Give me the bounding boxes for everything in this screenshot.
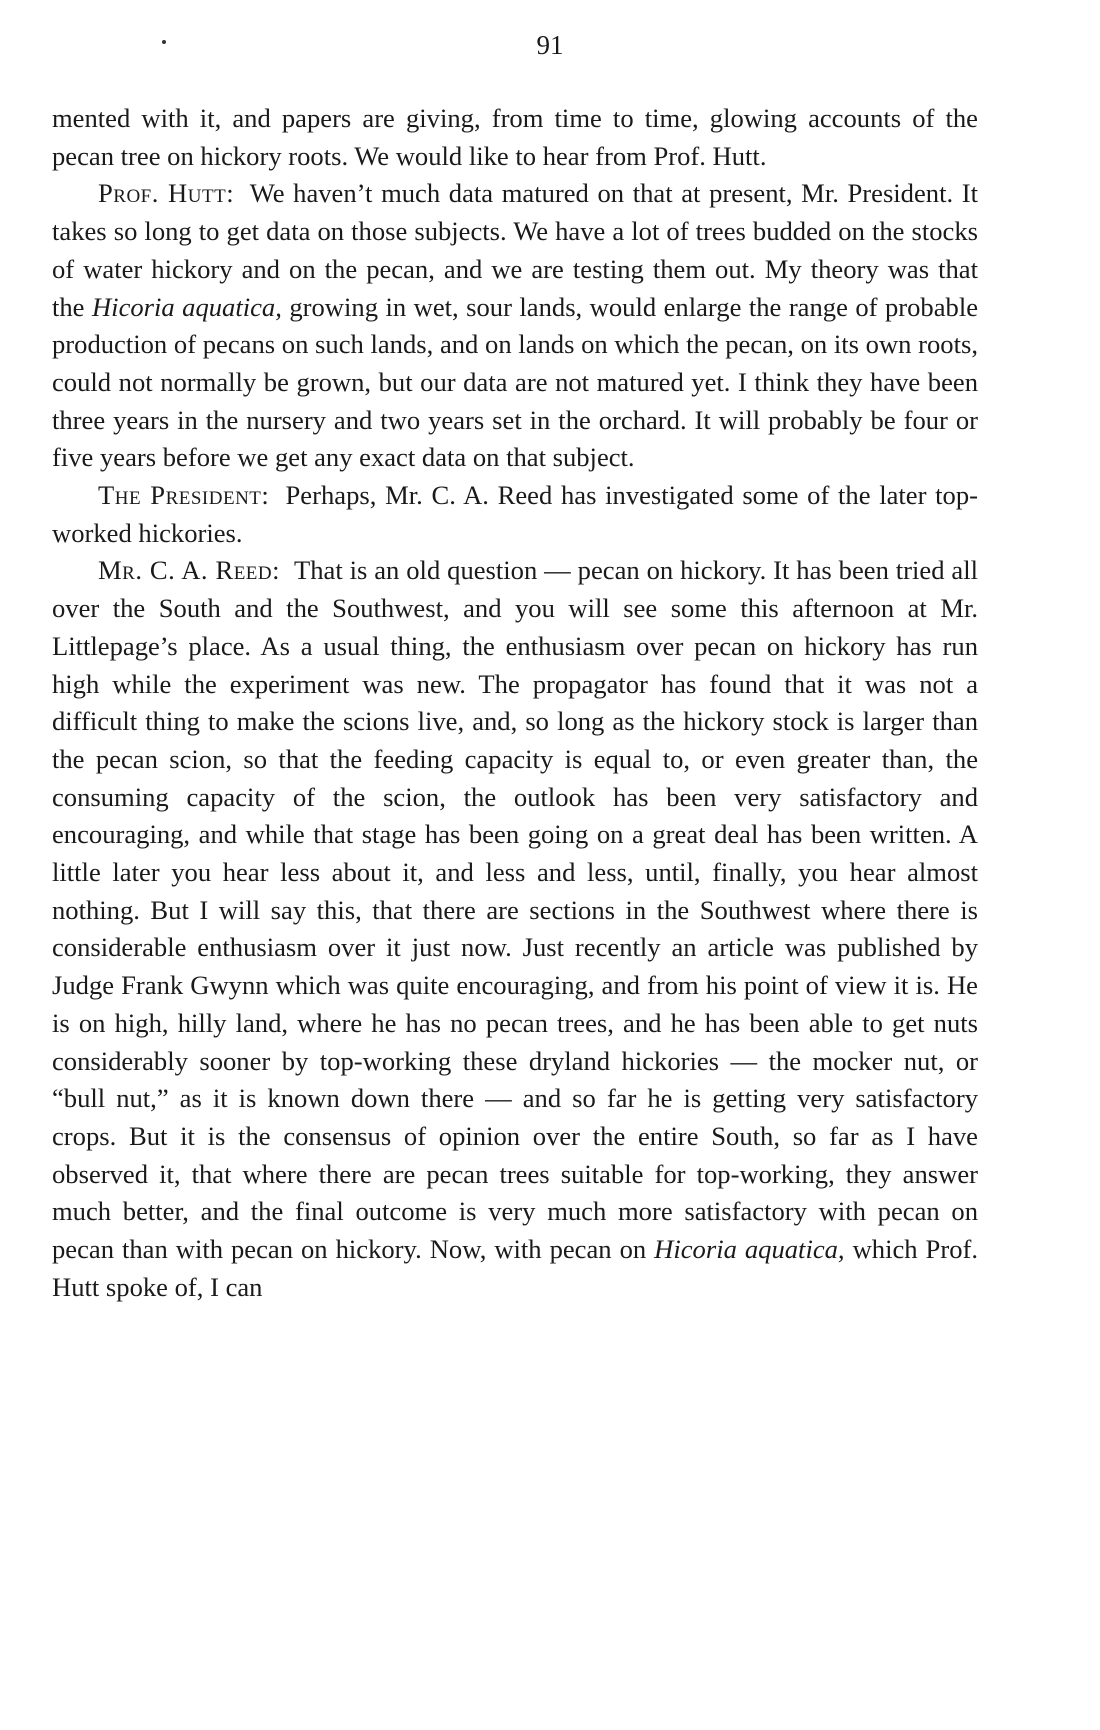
page-number: 91 bbox=[536, 30, 564, 60]
speaker-separator: : bbox=[261, 480, 269, 511]
paragraph-text: We haven’t much data matured on that at present, Mr. President. It takes so long to get data on those subjects. We have a lot of trees budded on the stocks of water hickory and on the pecan, and we are testing them out. My theory was that the bbox=[52, 178, 979, 322]
speaker-separator: : bbox=[226, 178, 234, 209]
paragraph-text: Perhaps, Mr. C. A. Reed has investigated some of the later top-worked hickories. bbox=[52, 480, 979, 548]
paragraph-text: growing in wet, sour lands, would enlarge the range of probable production of pecans on such lands, and on lands on which the pecan, on its own roots, could not normally be grown, but our data are not matured yet. I think they have been three years in the nursery and two years set in the orchard. It will probably be four or five years before we get any exact data on that subject. bbox=[52, 291, 979, 473]
paragraph-president bbox=[52, 477, 978, 552]
speaker-name: The President bbox=[98, 480, 262, 511]
paragraph-text: That is an old question — pecan on hickory. It has been tried all over the South and the Southwest, and you will see some this afternoon at Mr. Littlepage’s place. As a usual thing, the enthusiasm over pecan on hickory has run high while the experiment was new. The propagator has found that it was not a difficult thing to make the scions live, and, so long as the hickory stock is larger than the pecan scion, so that the feeding capacity is equal to, or even greater than, the consuming capacity of the scion, the outlook has been very satisfactory and encouraging, and while that stage has been going on a great deal has been written. A little later you hear less about it, and less and less, until, finally, you hear almost nothing. But I will say this, that there are sections in the Southwest where there is considerable enthusiasm over it just now. Just recently an article was published by Judge Frank Gwynn which was quite encouraging, and from his point of view it is. He is on high, hilly land, where he has no pecan trees, and he has been able to get nuts considerably sooner by top-working these dryland hickories — the mocker nut, or “bull nut,” as it is known down there — and so far he is getting very satisfactory crops. But it is the consensus of opinion over the entire South, so far as I have observed it, that where there are pecan trees suitable for top-working, they answer much better, and the final outcome is very much more satisfactory with pecan on pecan than with pecan on hickory. Now, with pecan on bbox=[52, 555, 978, 1265]
body-text bbox=[52, 100, 978, 1307]
speaker-name: Prof. Hutt bbox=[98, 178, 227, 209]
paragraph-text: which Prof. Hutt spoke of, I can bbox=[52, 1234, 978, 1302]
paragraph-continuation bbox=[52, 100, 978, 175]
paragraph-hutt bbox=[52, 175, 978, 477]
paragraph-text: mented with it, and papers are giving, from time to time, glowing accounts of the pecan tree on hickory roots. We would like to hear from Prof. Hutt. bbox=[52, 103, 978, 171]
species-name: Hicoria aquatica, bbox=[654, 1234, 845, 1265]
speaker-separator: : bbox=[272, 555, 280, 586]
paragraph-reed bbox=[52, 552, 978, 1306]
species-name: Hicoria aquatica, bbox=[91, 291, 282, 322]
speaker-name: Mr. C. A. Reed bbox=[98, 555, 273, 586]
